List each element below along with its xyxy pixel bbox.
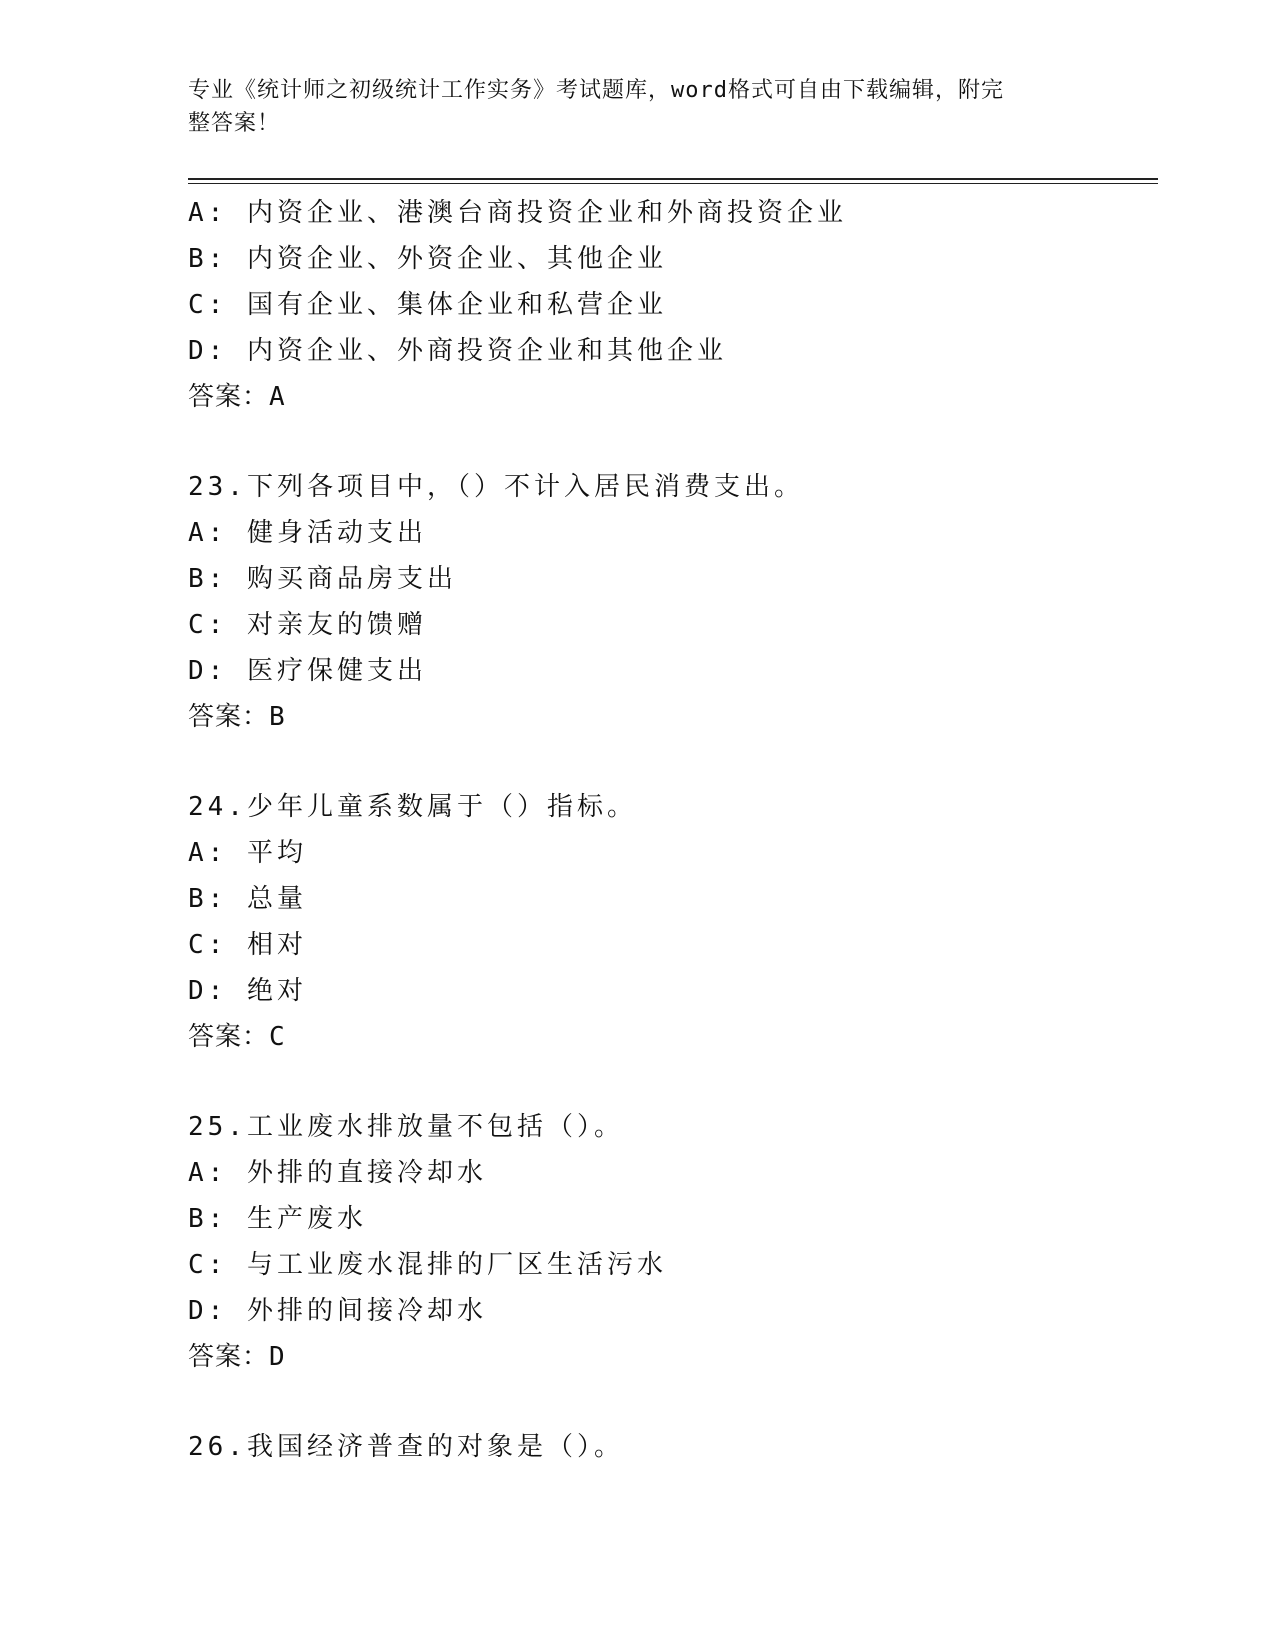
option-a: A: 平均 <box>188 838 307 868</box>
question-text: 26.我国经济普查的对象是（）。 <box>188 1432 624 1462</box>
question-text: 24.少年儿童系数属于（）指标。 <box>188 792 637 822</box>
answer: 答案：A <box>188 382 286 412</box>
option-d: D: 绝对 <box>188 976 307 1006</box>
option-c: C: 国有企业、集体企业和私营企业 <box>188 290 667 320</box>
option-b: B: 生产废水 <box>188 1204 367 1234</box>
question-22 <box>188 190 1148 420</box>
answer: 答案：B <box>188 702 286 732</box>
document-header <box>188 74 1088 140</box>
header-rule-thick <box>188 178 1158 180</box>
answer: 答案：C <box>188 1022 286 1052</box>
option-a: A: 健身活动支出 <box>188 518 427 548</box>
option-b: B: 总量 <box>188 884 307 914</box>
header-line-1: 专业《统计师之初级统计工作实务》考试题库，word格式可自由下载编辑，附完 <box>188 78 1004 103</box>
option-c: C: 相对 <box>188 930 307 960</box>
question-text: 25.工业废水排放量不包括（）。 <box>188 1112 624 1142</box>
option-d: D: 外排的间接冷却水 <box>188 1296 487 1326</box>
option-d: D: 内资企业、外商投资企业和其他企业 <box>188 336 727 366</box>
option-a: A: 外排的直接冷却水 <box>188 1158 487 1188</box>
question-26 <box>188 1424 1148 1470</box>
option-b: B: 购买商品房支出 <box>188 564 457 594</box>
question-25 <box>188 1104 1148 1380</box>
option-a: A: 内资企业、港澳台商投资企业和外商投资企业 <box>188 198 847 228</box>
option-b: B: 内资企业、外资企业、其他企业 <box>188 244 667 274</box>
option-c: C: 对亲友的馈赠 <box>188 610 427 640</box>
option-d: D: 医疗保健支出 <box>188 656 427 686</box>
option-c: C: 与工业废水混排的厂区生活污水 <box>188 1250 667 1280</box>
question-24 <box>188 784 1148 1060</box>
question-list <box>188 190 1148 1470</box>
question-text: 23.下列各项目中，（）不计入居民消费支出。 <box>188 472 804 502</box>
header-rule-thin <box>188 183 1158 184</box>
header-line-2: 整答案！ <box>188 111 281 136</box>
answer: 答案：D <box>188 1342 286 1372</box>
question-23 <box>188 464 1148 740</box>
